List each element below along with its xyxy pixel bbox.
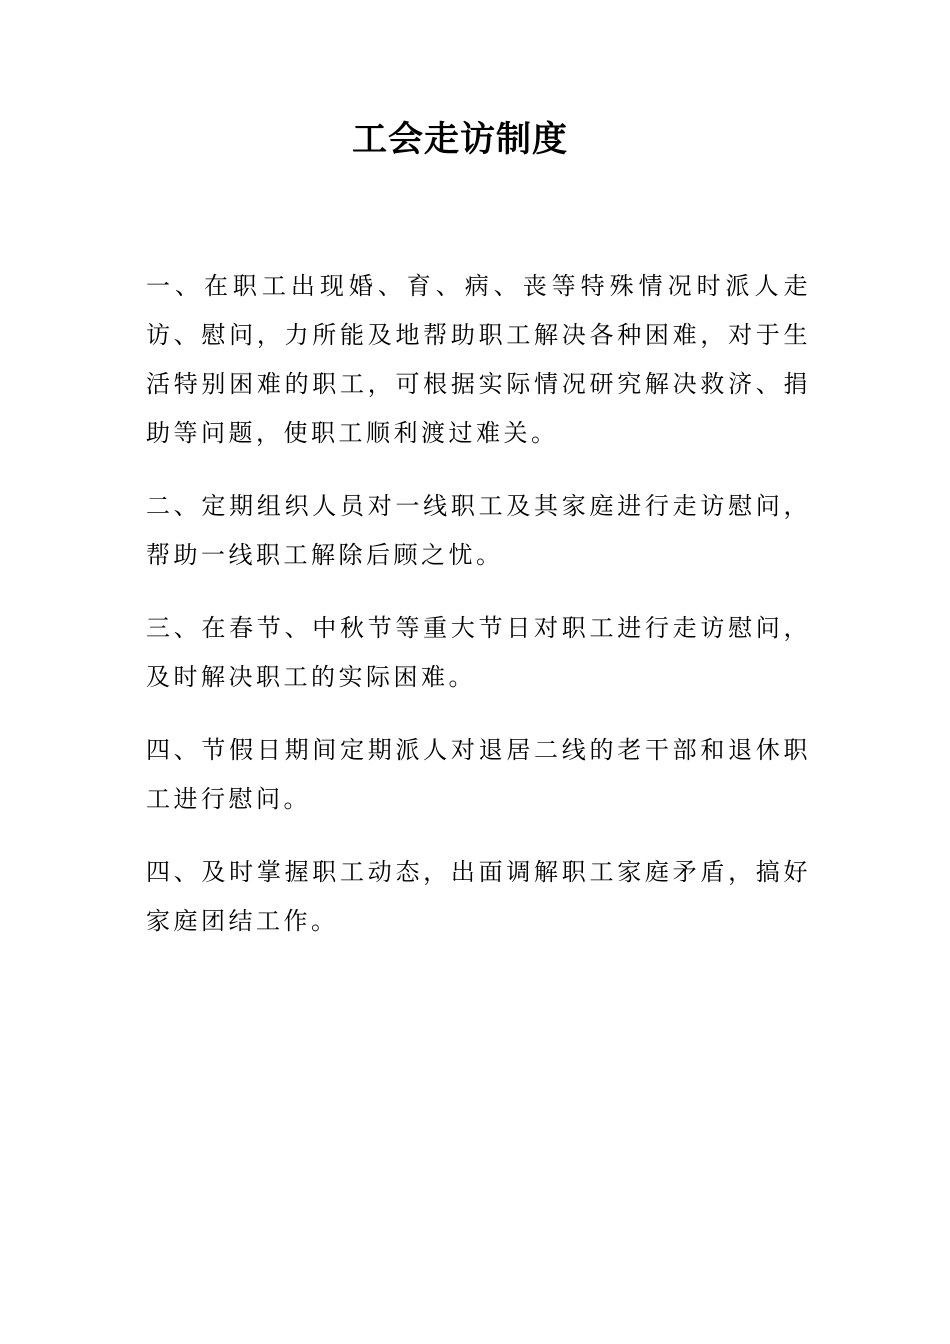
document-body (146, 262, 811, 970)
paragraph-5: 四、及时掌握职工动态，出面调解职工家庭矛盾，搞好家庭团结工作。 (146, 858, 811, 935)
paragraph-2: 二、定期组织人员对一线职工及其家庭进行走访慰问，帮助一线职工解除后顾之忧。 (146, 492, 811, 569)
paragraph-4: 四、节假日期间定期派人对退居二线的老干部和退休职工进行慰问。 (146, 736, 811, 813)
document-title: 工会走访制度 (351, 119, 568, 160)
paragraph-3: 三、在春节、中秋节等重大节日对职工进行走访慰问，及时解决职工的实际困难。 (146, 614, 811, 691)
paragraph-1: 一、在职工出现婚、育、病、丧等特殊情况时派人走访、慰问，力所能及地帮助职工解决各种困难，对于生活特别困难的职工，可根据实际情况研究解决救济、捐助等问题，使职工顺利渡过难关。 (146, 272, 811, 447)
